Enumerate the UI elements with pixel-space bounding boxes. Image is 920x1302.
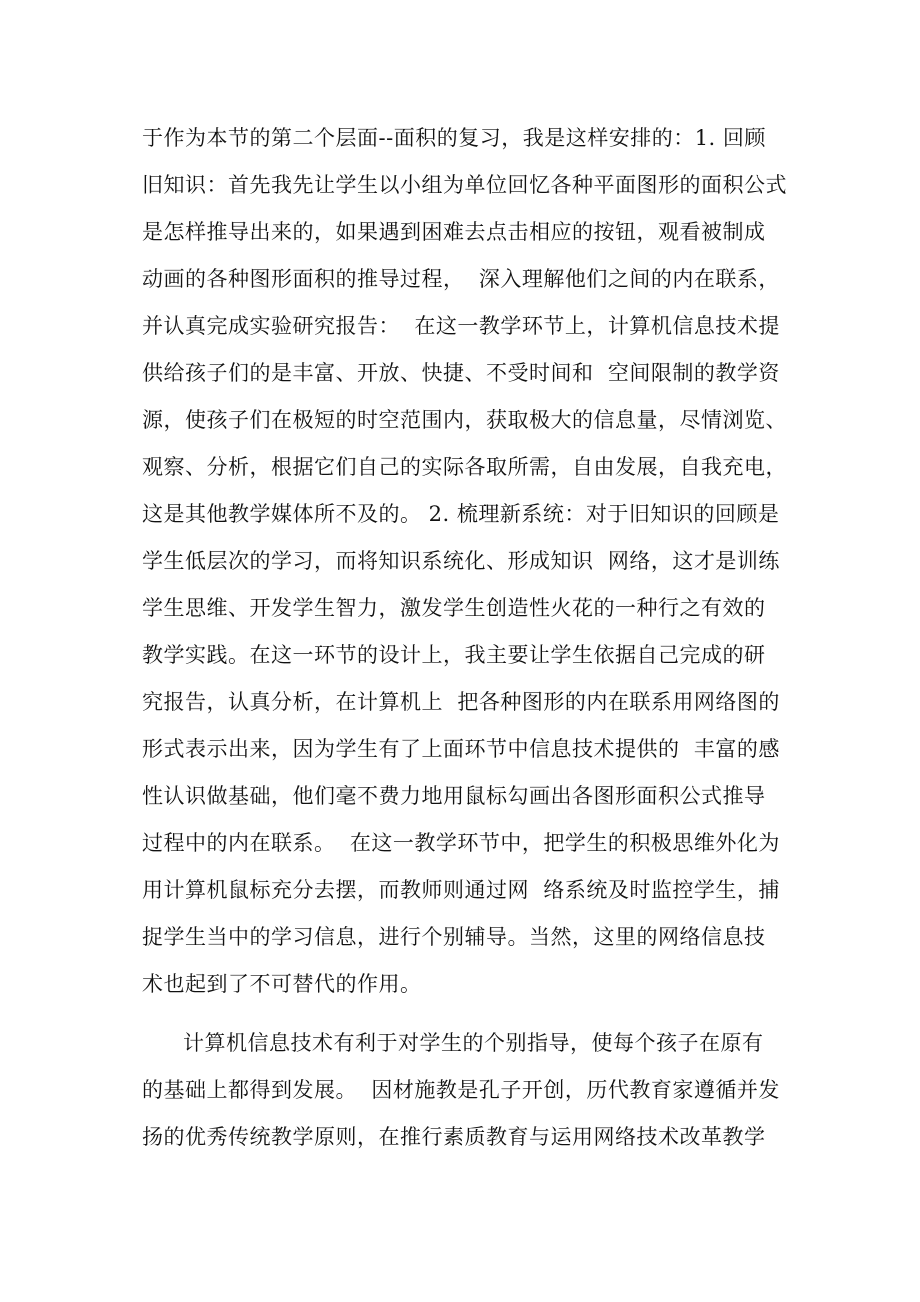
text-line: 用计算机鼠标充分去摆，而教师则通过网 络系统及时监控学生，捕 — [142, 878, 780, 902]
text-line: 性认识做基础，他们毫不费力地用鼠标勾画出各图形面积公式推导 — [142, 784, 766, 808]
text-line: 教学实践。在这一环节的设计上，我主要让学生依据自己完成的研 — [142, 643, 766, 667]
text-line: 的基础上都得到发展。 因材施教是孔子开创，历代教育家遵循并发 — [142, 1078, 780, 1102]
text-line: 捉学生当中的学习信息，进行个别辅导。当然，这里的网络信息技 — [142, 925, 766, 949]
text-line: 并认真完成实验研究报告： 在这一教学环节上，计算机信息技术提 — [142, 314, 780, 338]
text-line: 旧知识：首先我先让学生以小组为单位回忆各种平面图形的面积公式 — [142, 173, 787, 197]
text-line: 术也起到了不可替代的作用。 — [142, 972, 422, 996]
text-line: 究报告，认真分析，在计算机上 把各种图形的内在联系用网络图的 — [142, 690, 780, 714]
text-line: 于作为本节的第二个层面--面积的复习，我是这样安排的：1. 回顾 — [142, 126, 766, 150]
text-line: 学生低层次的学习，而将知识系统化、形成知识 网络，这才是训练 — [142, 549, 780, 573]
text-line: 形式表示出来，因为学生有了上面环节中信息技术提供的 丰富的感 — [142, 737, 780, 761]
text-line: 是怎样推导出来的，如果遇到困难去点击相应的按钮，观看被制成 — [142, 220, 766, 244]
text-line: 学生思维、开发学生智力，激发学生创造性火花的一种行之有效的 — [142, 596, 766, 620]
text-line: 扬的优秀传统教学原则，在推行素质教育与运用网络技术改革教学 — [142, 1125, 766, 1149]
text-line: 动画的各种图形面积的推导过程， 深入理解他们之间的内在联系， — [142, 267, 780, 291]
text-line-indented: 计算机信息技术有利于对学生的个别指导，使每个孩子在原有 — [183, 1031, 764, 1055]
text-line: 源，使孩子们在极短的时空范围内，获取极大的信息量，尽情浏览、 — [142, 408, 787, 432]
text-line: 供给孩子们的是丰富、开放、快捷、不受时间和 空间限制的教学资 — [142, 361, 780, 385]
text-line: 观察、分析，根据它们自己的实际各取所需，自由发展，自我充电， — [142, 455, 787, 479]
text-line: 这是其他教学媒体所不及的。 2. 梳理新系统：对于旧知识的回顾是 — [142, 502, 780, 526]
text-line: 过程中的内在联系。 在这一教学环节中，把学生的积极思维外化为 — [142, 831, 780, 855]
